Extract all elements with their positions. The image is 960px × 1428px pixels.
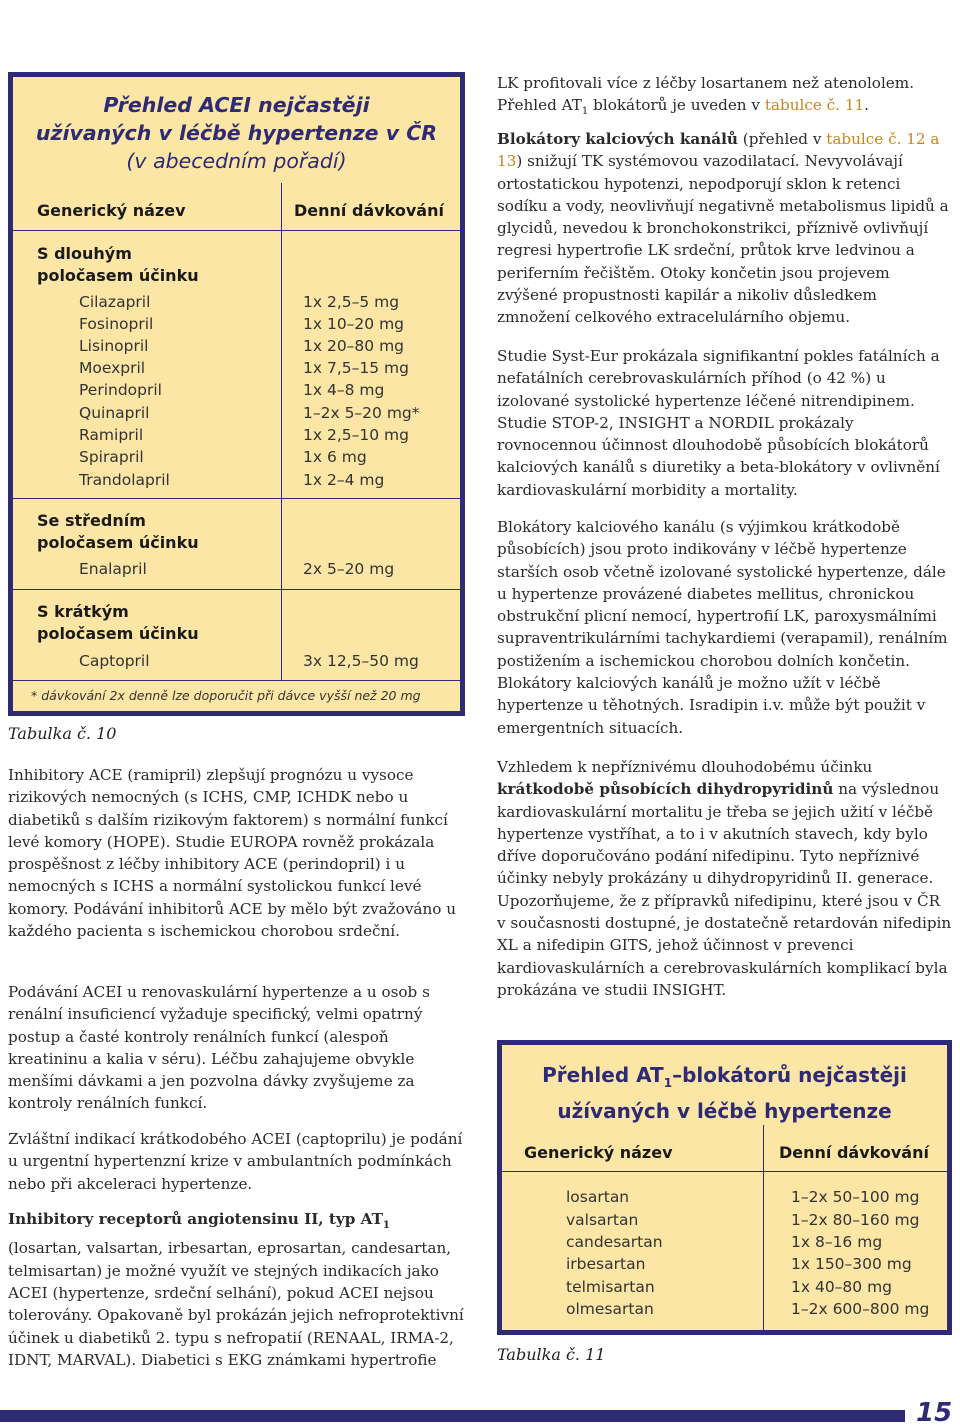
table-11-col-name: Generický název bbox=[524, 1143, 673, 1162]
group-mid-line1: Se středním bbox=[37, 511, 146, 530]
right-p1-b: blokátorů je uveden v bbox=[588, 96, 765, 115]
table-10-header-rule bbox=[13, 230, 460, 231]
drug-dose: 1x 2,5–10 mg bbox=[303, 426, 409, 444]
drug-dose: 3x 12,5–50 mg bbox=[303, 652, 419, 670]
left-paragraph-2: Podávání ACEI u renovaskulární hypertenze a u osob s renální insuficiencí vyžaduje specifický, velmi opatrný postup a časté kontroly renálních funkcí (alespoň kreatininu a kalia v séru). Léčbu zahajujeme obvykle menšími dávkami a jen pozvolna dávky zvyšujeme za kontroly renálních funkcí. bbox=[8, 983, 430, 1113]
table-12-13-reference: tabulce č. 12 a 13 bbox=[497, 130, 940, 171]
drug-name: irbesartan bbox=[566, 1255, 646, 1273]
drug-dose: 1–2x 80–160 mg bbox=[791, 1211, 920, 1229]
right-p2-bold: Blokátory kalciových kanálů bbox=[497, 130, 738, 148]
group-mid-label bbox=[37, 510, 199, 554]
table-10-footnote: * dávkování 2x denně lze doporučit při dávce vyšší než 20 mg bbox=[31, 688, 421, 703]
table-11-header-rule bbox=[502, 1171, 947, 1172]
left-paragraph-4 bbox=[8, 1208, 464, 1371]
drug-dose: 1x 2–4 mg bbox=[303, 471, 385, 489]
right-paragraph-1 bbox=[497, 72, 952, 124]
footer-bar bbox=[0, 1410, 905, 1422]
table-11-col-dose: Denní dávkování bbox=[779, 1143, 929, 1162]
left-paragraph-1: Inhibitory ACE (ramipril) zlepšují prognózu u vysoce rizikových nemocných (s ICHS, CMP, ICHDK nebo u diabetiků s dalším rizikovým faktorem) s normální funkcí levé komory (HOPE). Studie EUROPA rovněž prokázala prospěšnost z léčby inhibitory ACE (perindopril) i u nemocných s ICHS a normální systolickou funkcí levé komory. Podávání inhibitorů ACE by mělo být zvažováno u každého pacienta s ischemickou chorobou srdeční. bbox=[8, 766, 456, 941]
drug-dose: 1x 6 mg bbox=[303, 448, 367, 466]
drug-dose: 1x 4–8 mg bbox=[303, 381, 385, 399]
drug-dose: 1x 7,5–15 mg bbox=[303, 359, 409, 377]
table-10-col-dose: Denní dávkování bbox=[294, 201, 444, 220]
drug-dose: 1x 2,5–5 mg bbox=[303, 293, 400, 311]
table-11-title-b: –blokátorů nejčastěji bbox=[672, 1063, 907, 1087]
table-10-col-name: Generický název bbox=[37, 201, 186, 220]
left-p4-sub: 1 bbox=[382, 1220, 390, 1232]
table-11-title-line1 bbox=[502, 1061, 947, 1097]
drug-name: candesartan bbox=[566, 1233, 663, 1251]
table-10-title-line1: Přehled ACEI nejčastěji bbox=[103, 93, 370, 117]
drug-name: Enalapril bbox=[79, 560, 147, 578]
drug-dose: 1x 10–20 mg bbox=[303, 315, 405, 333]
table-11-reference: tabulce č. 11 bbox=[764, 96, 865, 115]
drug-name: Trandolapril bbox=[79, 471, 170, 489]
right-paragraph-5 bbox=[497, 756, 952, 1001]
group-short-line2: poločasem účinku bbox=[37, 624, 199, 643]
table-11-column-divider bbox=[763, 1125, 764, 1330]
left-p4-bold: Inhibitory receptorů angiotensinu II, typ AT bbox=[8, 1210, 383, 1228]
group-short-label bbox=[37, 601, 199, 645]
right-p1-c: . bbox=[864, 96, 869, 115]
right-p5-b: na výslednou kardiovaskulární mortalitu je třeba se jejich užití v léčbě hypertenze vystříhat, a to i v akutních stavech, kdy bylo dříve doporučováno podání nifedipinu. Tyto nepříznivé účinky nebyly prokázány u dihydropyridinů II. generace. Upozorňujeme, že z přípravků nifedipinu, které jsou v ČR v současnosti dostupné, je dostatečně retardován nifedipin XL a nifedipin GITS, jehož účinnost v prevenci kardiovaskulárních a cerebrovaskulárních komplikací byla prokázána ve studii INSIGHT. bbox=[497, 780, 952, 999]
right-p1-a: LK profitovali více z léčby losartanem než atenololem. Přehled AT bbox=[497, 74, 915, 115]
right-p2-b: ) snižují TK systémovou vazodilatací. Nevyvolávají ortostatickou hypotenzi, nepodporují sklon k retenci sodíku a vody, neovlivňují negativně metabolismus lipidů a glycidů, nevedou k bronchokonstrikci, příznivě ovlivňují regresi hypertrofie LK srdeční, průtok krve ledvinou a periferním řečištěm. Otoky končetin jsou projevem zvýšené propustnosti kapilár a nikoliv důsledkem zmnožení celkového extracelulárního objemu. bbox=[497, 152, 949, 327]
right-paragraph-3: Studie Syst-Eur prokázala signifikantní pokles fatálních a nefatálních cerebrovaskulárních příhod (o 42 %) u izolované systolické hypertenze léčené nitrendipinem. Studie STOP-2, INSIGHT a NORDIL prokázaly rovnocennou účinnost dlouhodobě působících blokátorů kalciových kanálů s diuretiky a beta-blokátory v ovlivnění kardiovaskulární morbidity a mortality. bbox=[497, 347, 940, 499]
right-p5-a: Vzhledem k nepříznivému dlouhodobému účinku bbox=[497, 758, 873, 776]
table-10-caption: Tabulka č. 10 bbox=[8, 724, 117, 743]
drug-name: Cilazapril bbox=[79, 293, 151, 311]
drug-name: Lisinopril bbox=[79, 337, 149, 355]
table-10-box bbox=[8, 72, 465, 716]
drug-name: olmesartan bbox=[566, 1300, 654, 1318]
drug-dose: 1x 20–80 mg bbox=[303, 337, 405, 355]
drug-name: telmisartan bbox=[566, 1278, 655, 1296]
drug-name: Perindopril bbox=[79, 381, 162, 399]
table-11-title-line2: užívaných v léčbě hypertenze bbox=[557, 1099, 892, 1123]
group-short-line1: S krátkým bbox=[37, 602, 129, 621]
drug-name: Quinapril bbox=[79, 404, 150, 422]
right-p5-bold: krátkodobě působících dihydropyridinů bbox=[497, 780, 834, 799]
table-10-rule-1 bbox=[13, 498, 460, 499]
table-10-rule-2 bbox=[13, 589, 460, 590]
page-number: 15 bbox=[916, 1398, 953, 1428]
drug-dose: 1x 150–300 mg bbox=[791, 1255, 912, 1273]
group-long-line2: poločasem účinku bbox=[37, 266, 199, 285]
drug-dose: 1–2x 50–100 mg bbox=[791, 1188, 920, 1206]
drug-dose: 1x 8–16 mg bbox=[791, 1233, 883, 1251]
table-11-box bbox=[497, 1040, 952, 1335]
table-11-title bbox=[502, 1061, 947, 1125]
drug-name: valsartan bbox=[566, 1211, 639, 1229]
table-11-caption: Tabulka č. 11 bbox=[497, 1345, 606, 1364]
group-mid-line2: poločasem účinku bbox=[37, 533, 199, 552]
table-10-title bbox=[13, 91, 460, 175]
drug-name: Ramipril bbox=[79, 426, 144, 444]
group-long-label bbox=[37, 243, 199, 287]
drug-dose: 1–2x 5–20 mg* bbox=[303, 404, 420, 422]
right-p2-a: (přehled v bbox=[737, 130, 827, 148]
table-11-title-sub: 1 bbox=[663, 1076, 673, 1090]
table-10-title-line3: (v abecedním pořadí) bbox=[126, 149, 347, 173]
right-paragraph-4: Blokátory kalciového kanálu (s výjimkou krátkodobě působících) jsou proto indikovány v léčbě hypertenze starších osob včetně izolované systolické hypertenze, dále u hypertenze provázené diabetes mellitus, chronickou obstrukční plicní nemocí, hypertrofií LK, paroxysmálními supraventrikulárními tachykardiemi (verapamil), renálním postižením a ischemickou chorobou dolních končetin. Blokátory kalciových kanálů je možno užít v léčbě hypertenze u těhotných. Isradipin i.v. může být použit v emergentních situacích. bbox=[497, 518, 948, 737]
drug-name: Captopril bbox=[79, 652, 150, 670]
table-10-column-divider bbox=[281, 183, 282, 681]
table-11-title-a: Přehled AT bbox=[542, 1063, 664, 1087]
left-p4-rest: (losartan, valsartan, irbesartan, eprosartan, candesartan, telmisartan) je možné využít ve stejných indikacích jako ACEI (hypertenze, srdeční selhání), pokud ACEI nejsou tolerovány. Opakovaně byl prokázán jejich nefroprotektivní účinek u diabetiků 2. typu s nefropatií (RENAAL, IRMA-2, IDNT, MARVAL). Diabetici s EKG známkami hypertrofie bbox=[8, 1239, 464, 1369]
drug-dose: 2x 5–20 mg bbox=[303, 560, 395, 578]
drug-dose: 1–2x 600–800 mg bbox=[791, 1300, 930, 1318]
table-10-title-line2: užívaných v léčbě hypertenze v ČR bbox=[35, 121, 438, 145]
drug-dose: 1x 40–80 mg bbox=[791, 1278, 893, 1296]
drug-name: losartan bbox=[566, 1188, 630, 1206]
table-10-rule-3 bbox=[13, 680, 460, 681]
right-paragraph-2 bbox=[497, 128, 952, 329]
left-paragraph-3: Zvláštní indikací krátkodobého ACEI (captoprilu) je podání u urgentní hypertenzní krize v ambulantních podmínkách nebo při akceleraci hypertenze. bbox=[8, 1130, 463, 1193]
drug-name: Spirapril bbox=[79, 448, 144, 466]
drug-name: Moexpril bbox=[79, 359, 146, 377]
group-long-line1: S dlouhým bbox=[37, 244, 132, 263]
right-p1-sub: 1 bbox=[581, 106, 589, 118]
drug-name: Fosinopril bbox=[79, 315, 154, 333]
